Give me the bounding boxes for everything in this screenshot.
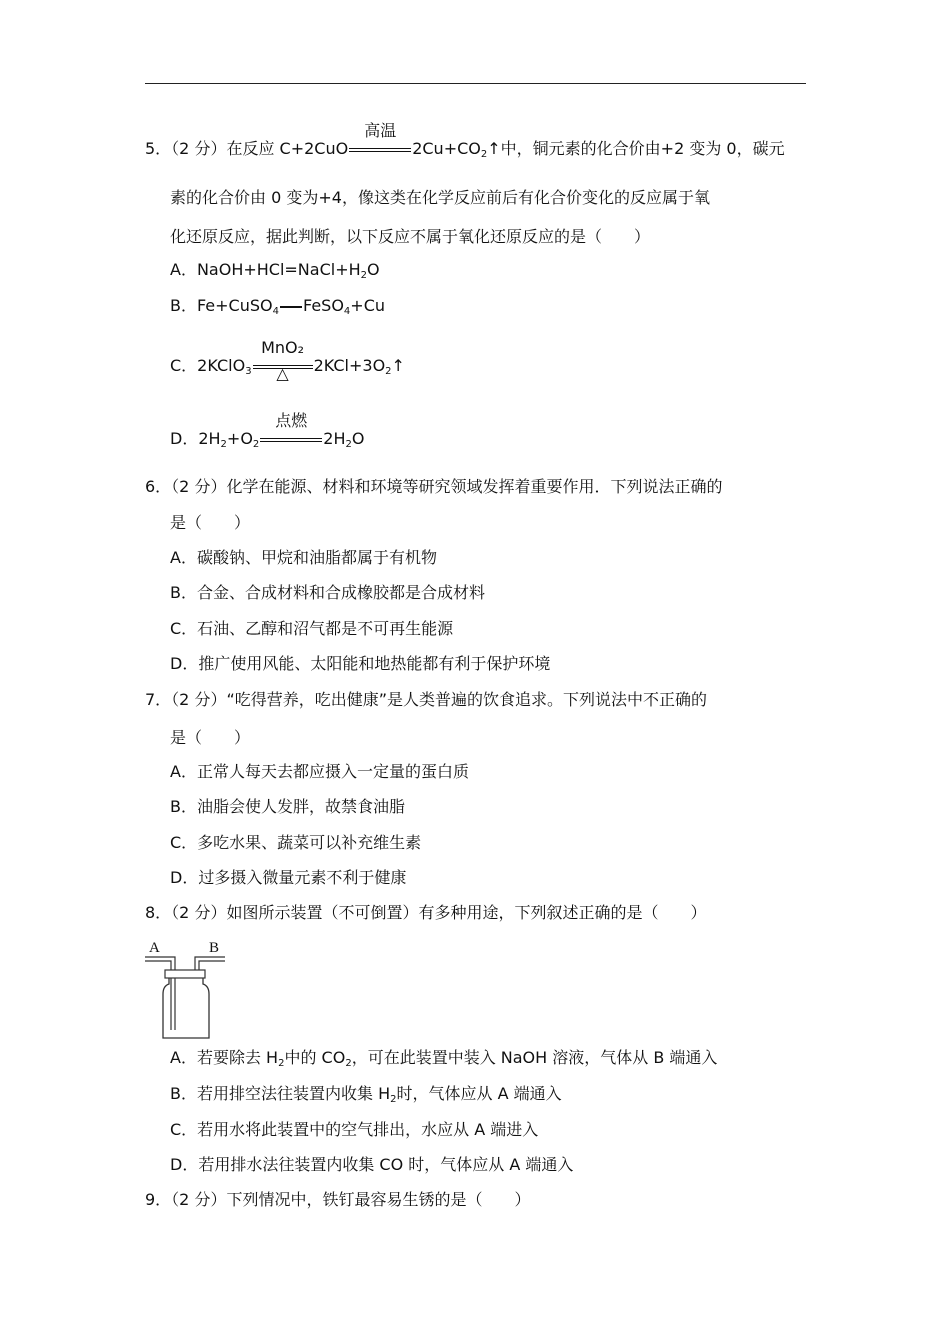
- q7-line2: 是（ ）: [170, 728, 251, 747]
- q6-line1: 6．（2 分）化学在能源、材料和环境等研究领域发挥着重要作用．下列说法正确的: [145, 477, 723, 496]
- equation-dash: [280, 306, 302, 308]
- q5-option-b: B．Fe+CuSO$_4$ FeSO$_4$+Cu: [170, 296, 386, 317]
- q7-option-d: D．过多摄入微量元素不利于健康: [170, 868, 407, 887]
- gas-bottle-figure: [145, 938, 227, 1040]
- tube-b-label: B: [209, 940, 220, 956]
- reaction-condition: [253, 337, 313, 383]
- q5-option-c: C．2KClO$_3$ MnO₂ △ $2KCl+3O_2↑$: [170, 337, 405, 383]
- q6-option-c: C．石油、乙醇和沼气都是不可再生能源: [170, 619, 454, 638]
- q7-option-c: C．多吃水果、蔬菜可以补充维生素: [170, 833, 422, 852]
- condition-label: 点燃: [275, 410, 308, 430]
- catalyst-label: MnO₂: [261, 337, 305, 357]
- tube-a-label: A: [149, 940, 160, 956]
- q5-line2: 素的化合价由 0 变为+4，像这类在化学反应前后有化合价变化的反应属于氧: [170, 188, 710, 207]
- header-rule: [145, 83, 806, 84]
- reaction-condition: [349, 120, 411, 161]
- q8-option-d: D．若用排水法往装置内收集 CO 时，气体应从 A 端通入: [170, 1155, 574, 1174]
- q9-line1: 9．（2 分）下列情况中，铁钉最容易生锈的是（ ）: [145, 1190, 531, 1209]
- q5-line1: 5．（2 分）在反应 C+2CuO 高温 $2Cu+CO_2↑$中，铜元素的化合价由+2 变为 0，碳元: [145, 120, 785, 160]
- reaction-condition: [260, 410, 322, 451]
- heat-symbol: △: [276, 363, 289, 383]
- q7-line1: 7．（2 分）“吃得营养，吃出健康”是人类普遍的饮食追求。下列说法中不正确的: [145, 690, 708, 709]
- q5-option-d: D．$2H_2+O_2$ 点燃 $2H_2O$: [170, 410, 365, 450]
- q7-option-a: A．正常人每天去都应摄入一定量的蛋白质: [170, 762, 469, 781]
- q6-option-a: A．碳酸钠、甲烷和油脂都属于有机物: [170, 548, 437, 567]
- q5-stem-start: 5．（2 分）在反应 C+2CuO: [145, 139, 349, 158]
- q6-line2: 是（ ）: [170, 513, 251, 532]
- q6-option-d: D．推广使用风能、太阳能和地热能都有利于保护环境: [170, 654, 551, 673]
- q8-option-a: A．若要除去 $H_2$中的 $CO_2$，可在此装置中装入 NaOH 溶液，气体从 B 端通入: [170, 1048, 718, 1069]
- condition-label: 高温: [364, 120, 397, 140]
- q7-option-b: B．油脂会使人发胖，故禁食油脂: [170, 797, 405, 816]
- q8-option-b: B．若用排空法往装置内收集 $H_2$时，气体应从 A 端通入: [170, 1084, 562, 1105]
- q8-option-c: C．若用水将此装置中的空气排出，水应从 A 端进入: [170, 1120, 539, 1139]
- q5-option-a: A．$NaOH+HCl=NaCl+H_2O$: [170, 260, 380, 281]
- q8-line1: 8．（2 分）如图所示装置（不可倒置）有多种用途，下列叙述正确的是（ ）: [145, 903, 707, 922]
- q5-line3: 化还原反应，据此判断，以下反应不属于氧化还原反应的是（ ）: [170, 227, 651, 246]
- q6-option-b: B．合金、合成材料和合成橡胶都是合成材料: [170, 583, 485, 602]
